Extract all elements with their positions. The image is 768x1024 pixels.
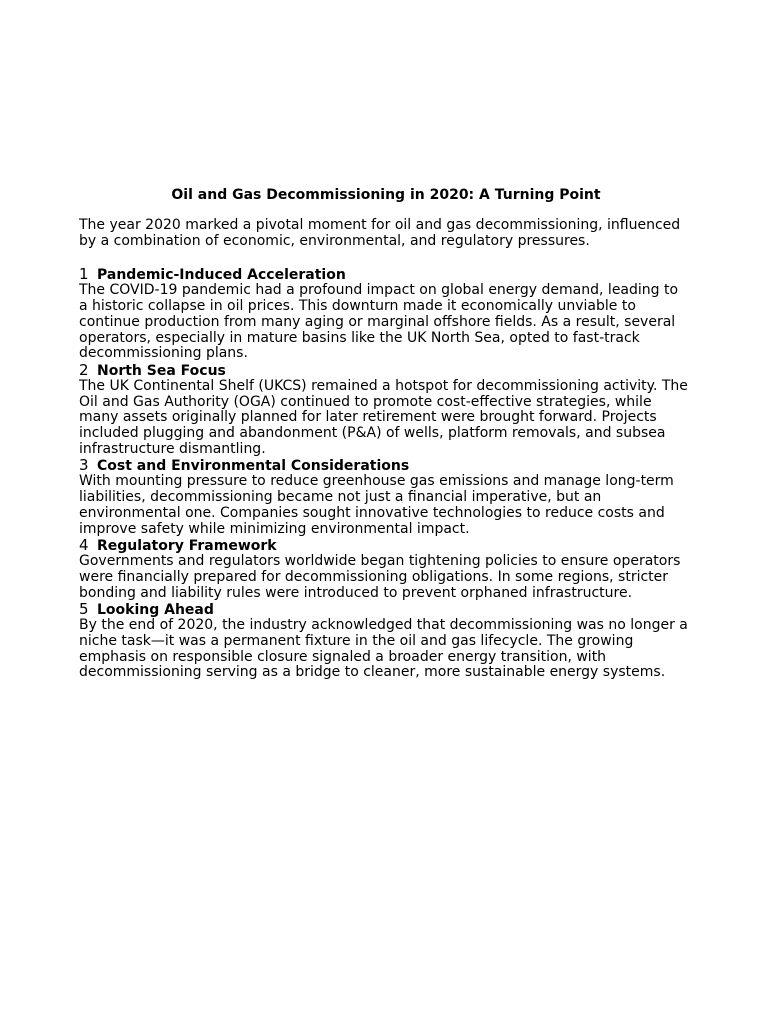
- section-number: 5: [79, 600, 89, 619]
- section-2: [79, 362, 691, 458]
- section-number: 2: [79, 360, 89, 379]
- section-title: Pandemic-Induced Acceleration: [97, 267, 346, 284]
- section-heading: [79, 457, 691, 474]
- section-number: 3: [79, 456, 89, 475]
- section-body: Governments and regulators worldwide began tightening policies to ensure operators were financially prepared for decommissioning obligations. In some regions, stricter bonding and liability rules were introduced to prevent orphaned infrastructure.: [79, 553, 681, 601]
- section-heading: [79, 537, 691, 554]
- section-body: The COVID-19 pandemic had a profound impact on global energy demand, leading to a historic collapse in oil prices. This downturn made it economically unviable to continue production from many aging or marginal offshore fields. As a result, several operators, especially in mature basins like the UK North Sea, opted to fast-track decommissioning plans.: [79, 282, 679, 362]
- section-4: [79, 537, 691, 601]
- section-number: 4: [79, 536, 89, 555]
- section-title: Looking Ahead: [97, 602, 214, 619]
- section-body: By the end of 2020, the industry acknowledged that decommissioning was no longer a niche task—it was a permanent fixture in the oil and gas lifecycle. The growing emphasis on responsible closure signaled a broader energy transition, with decommissioning serving as a bridge to cleaner, more sustainable energy systems.: [79, 617, 688, 681]
- section-1: [79, 266, 691, 362]
- document-page: [79, 186, 691, 681]
- section-heading: [79, 601, 691, 618]
- section-body: With mounting pressure to reduce greenhouse gas emissions and manage long-term liabilities, decommissioning became not just a financial imperative, but an environmental one. Companies sought innovative technologies to reduce costs and improve safety while minimizing environmental impact.: [79, 473, 674, 537]
- intro-paragraph: The year 2020 marked a pivotal moment for oil and gas decommissioning, influenced by a combination of economic, environmental, and regulatory pressures.: [79, 217, 681, 249]
- section-heading: [79, 362, 691, 379]
- section-5: [79, 601, 691, 681]
- section-title: Regulatory Framework: [97, 538, 277, 555]
- section-title: Cost and Environmental Considerations: [97, 458, 410, 475]
- section-heading: [79, 266, 691, 283]
- section-number: 1: [79, 265, 89, 284]
- section-title: North Sea Focus: [97, 362, 226, 379]
- section-3: [79, 457, 691, 537]
- document-title: Oil and Gas Decommissioning in 2020: A Turning Point: [171, 187, 601, 203]
- section-body: The UK Continental Shelf (UKCS) remained a hotspot for decommissioning activity. The Oil and Gas Authority (OGA) continued to promote cost-effective strategies, while many assets originally planned for later retirement were brought forward. Projects included plugging and abandonment (P&A) of wells, platform removals, and subsea infrastructure dismantling.: [79, 377, 688, 457]
